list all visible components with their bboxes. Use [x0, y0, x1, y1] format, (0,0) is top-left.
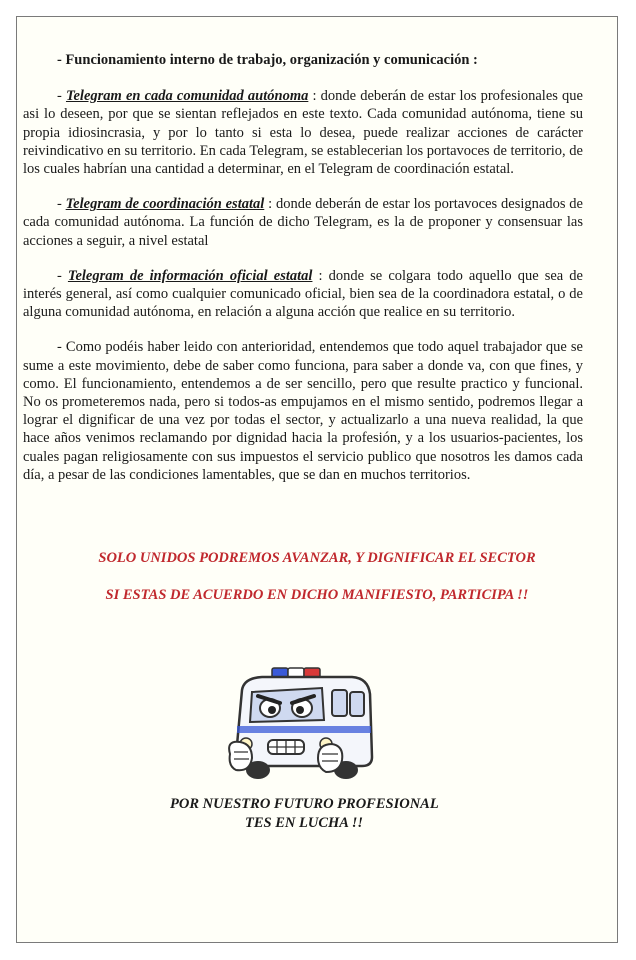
document-body	[23, 51, 583, 501]
section-heading: - Funcionamiento interno de trabajo, organización y comunicación :	[57, 52, 478, 68]
topic-title: Telegram de coordinación estatal	[65, 196, 265, 213]
section-telegram-official-info: - Telegram de información oficial estatal : donde se colgara todo aquello que sea de interés general, así como cualquier comunicado oficial, bien sea de la coordinadora estatal, o de alguna comunidad autónoma, en relación a alguna acción que realice en su territorio.	[23, 267, 583, 321]
closing-paragraph: - Como podéis haber leido con anterioridad, entendemos que todo aquel trabajador que se sume a este movimiento, debe de saber como funciona, para saber a donde va, con que fines, y como. El funcionamiento, entendemos a de ser sencillo, pero que resulte practico y funcional. No os prometeremos nada, pero si todos-as empujamos en el mismo sentido, podremos llegar a lograr el dignificar de una vez por todas el sector, y actualizarlo a una nueva realidad, la que hace años venimos reclamando por dignidad hacia la profesión, y a los usuarios-pacientes, los cuales pagan religiosamente con sus impuestos el servicio publico que nosotros les damos cada día, a pesar de las condiciones lamentables, que se dan en muchos territorios.	[23, 339, 583, 483]
closing-line-future: POR NUESTRO FUTURO PROFESIONAL	[170, 796, 439, 812]
slogan-united: SOLO UNIDOS PODREMOS AVANZAR, Y DIGNIFICAR EL SECTOR	[98, 550, 536, 566]
angry-ambulance-icon	[222, 662, 382, 792]
topic-title: Telegram de información oficial estatal	[67, 267, 313, 284]
slogan-participate: SI ESTAS DE ACUERDO EN DICHO MANIFIESTO, PARTICIPA !!	[105, 587, 529, 603]
topic-description: : donde se colgara todo aquello que sea de interés general, así como cualquier comunicado oficial, bien sea de la coordinadora estatal, o de alguna comunidad autónoma, en relación a alguna acción que realice en su territorio.	[23, 267, 583, 321]
section-telegram-coordination: - Telegram de coordinación estatal : donde deberán de estar los portavoces designados de cada comunidad autónoma. La función de dicho Telegram, es la de proponer y consensuar las acciones a seguir, a nivel estatal	[23, 196, 583, 249]
topic-title: Telegram en cada comunidad autónoma	[65, 88, 309, 105]
closing-line-struggle: TES EN LUCHA !!	[245, 815, 364, 831]
section-telegram-autonomous: - Telegram en cada comunidad autónoma : donde deberán de estar los profesionales que asi lo deseen, por que se sientan reflejados en este texto. Cada comunidad autónoma, tiene su propia idiosincrasia, y por lo tanto si esta lo desea, puede realizar acciones de carácter reivindicativo en su territorio. En cada Telegram, se establecerian los portavoces de territorio, de los cuales habrían una cantidad a determinar, en el Telegram de coordinación estatal.	[23, 88, 583, 178]
topic-description: : donde deberán de estar los portavoces designados de cada comunidad autónoma. La función de dicho Telegram, es la de proponer y consensuar las acciones a seguir, a nivel estatal	[23, 196, 583, 249]
topic-description: : donde deberán de estar los profesionales que asi lo deseen, por que se sientan reflejados en este texto. Cada comunidad autónoma, tiene su propia idiosincrasia, y por lo tanto si esta lo desea, puede realizar acciones de carácter reivindicativo en su territorio. En cada Telegram, se establecerian los portavoces de territorio, de los cuales habrían una cantidad a determinar, en el Telegram de coordinación estatal.	[23, 88, 583, 178]
